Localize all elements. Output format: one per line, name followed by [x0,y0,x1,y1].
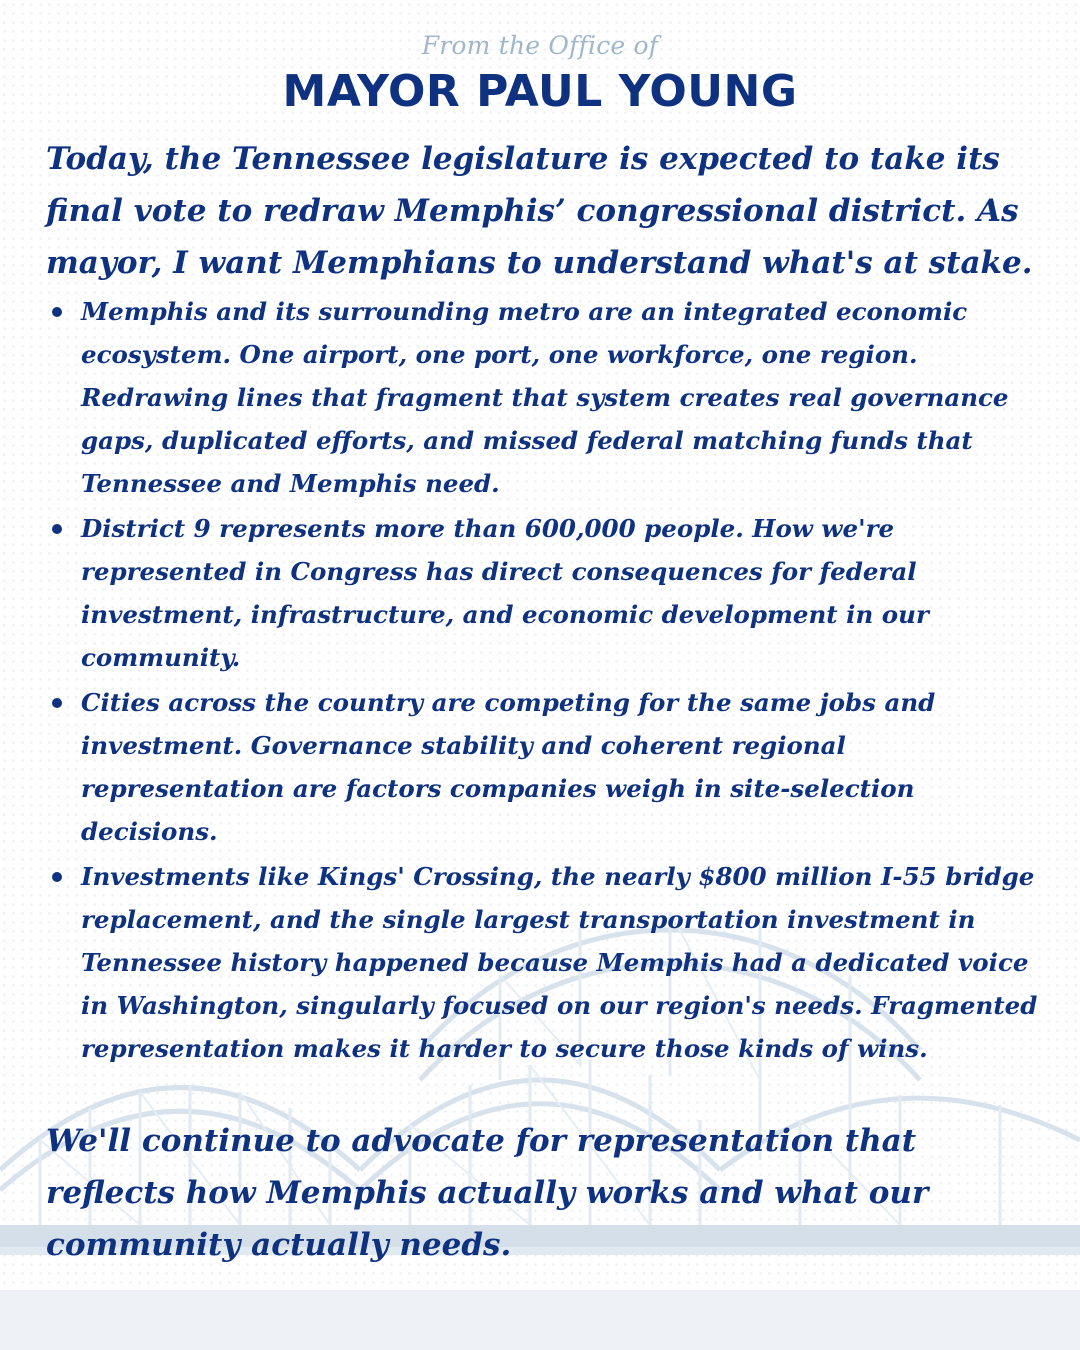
bullet-text: Investments like Kings' Crossing, the nearly $800 million I-55 bridge replacement, and the single largest transportation investment in Tennessee history happened because Memphis had a dedicated voice in Washington, singularly focused on our region's needs. Fragmented representation makes it harder to secure those kinds of wins. [81,862,1038,1063]
bullet-dot-icon [52,307,62,317]
key-points-list [48,290,1038,1072]
bullet-text: Memphis and its surrounding metro are an integrated economic ecosystem. One airport, one port, one workforce, one region. Redrawing lines that fragment that system creates real governance gaps, duplicated efforts, and missed federal matching funds that Tennessee and Memphis need. [81,297,1009,498]
list-item [48,290,1038,505]
bullet-dot-icon [52,524,62,534]
page-title: MAYOR PAUL YOUNG [282,66,798,117]
closing-paragraph: We'll continue to advocate for representation that reflects how Memphis actually works and what our community actually needs. [46,1123,929,1263]
intro-paragraph: Today, the Tennessee legislature is expected to take its final vote to redraw Memphis’ congressional district. As mayor, I want Memphians to understand what's at stake. [46,141,1033,281]
list-item [48,855,1038,1070]
list-item [48,507,1038,679]
bullet-text: Cities across the country are competing for the same jobs and investment. Governance stability and coherent regional representation are factors companies weigh in site-selection decisions. [81,688,936,846]
list-item [48,681,1038,853]
bullet-dot-icon [52,872,62,882]
bullet-dot-icon [52,698,62,708]
office-kicker: From the Office of [421,31,659,60]
bullet-text: District 9 represents more than 600,000 people. How we're represented in Congress has direct consequences for federal investment, infrastructure, and economic development in our community. [81,514,929,672]
